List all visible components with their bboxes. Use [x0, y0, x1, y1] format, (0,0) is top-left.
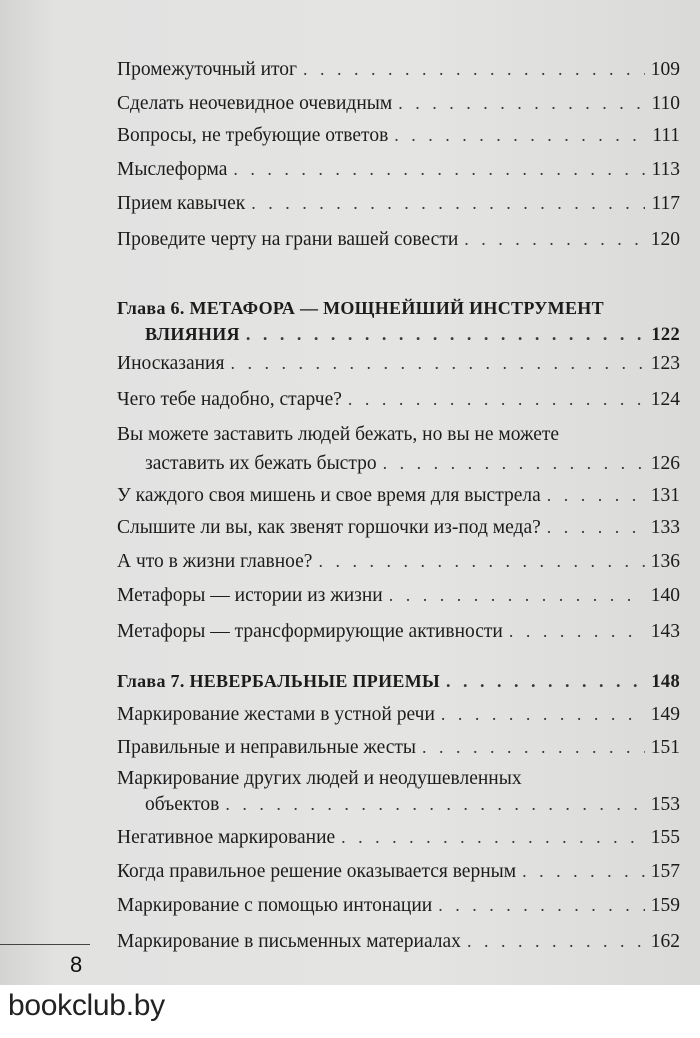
- toc-entry-title: Маркирование в письменных материалах: [117, 931, 461, 952]
- leader-dots: [438, 894, 645, 916]
- leader-dots: [547, 516, 645, 538]
- toc-entry-title: Слышите ли вы, как звенят горшочки из-под меда?: [117, 517, 541, 538]
- toc-entry: [117, 620, 680, 643]
- toc-entry: [117, 584, 680, 607]
- toc-entry: [117, 930, 680, 953]
- toc-entry-page: 136: [650, 551, 680, 572]
- chapter-heading: [117, 297, 680, 346]
- leader-dots: [398, 92, 645, 114]
- leader-dots: [441, 703, 645, 725]
- toc-entry-title: Маркирование жестами в устной речи: [117, 704, 435, 725]
- toc-entry-page: 111: [652, 125, 680, 146]
- toc-entry: [117, 388, 680, 411]
- toc-entry: [117, 736, 680, 759]
- leader-dots: [394, 124, 646, 146]
- toc-entry-page: 126: [650, 453, 680, 474]
- toc-entry: [117, 228, 680, 251]
- leader-dots: [230, 352, 644, 374]
- toc-entry-page: 124: [650, 389, 680, 410]
- leader-dots: [467, 930, 645, 952]
- toc-entry-title-line2: заставить их бежать быстро: [145, 453, 377, 474]
- chapter-page: 148: [651, 672, 680, 692]
- leader-dots: [422, 736, 645, 758]
- toc-entry: [117, 192, 680, 215]
- toc-entry-page: 151: [650, 737, 680, 758]
- toc-entry-title: Промежуточный итог: [117, 59, 298, 80]
- toc-entry: [117, 158, 680, 181]
- toc-entry-title: Сделать неочевидное очевидным: [117, 93, 393, 114]
- toc-entry-page: 162: [650, 931, 680, 952]
- toc-entry-title: Чего тебе надобно, старче?: [117, 389, 342, 410]
- toc-entry-title: У каждого своя мишень и свое время для выстрела: [117, 485, 541, 506]
- leader-dots: [318, 550, 644, 572]
- leader-dots: [547, 484, 645, 506]
- toc-entry: [117, 352, 680, 375]
- leader-dots: [383, 452, 645, 474]
- leader-dots: [464, 228, 644, 250]
- toc-entry-title: Иносказания: [117, 353, 225, 374]
- page-number-rule: [0, 944, 90, 945]
- leader-dots: [509, 620, 645, 642]
- toc-entry-title: Негативное маркирование: [117, 827, 336, 848]
- toc-entry-page: 131: [650, 485, 680, 506]
- watermark-text: bookclub.by: [8, 989, 165, 1022]
- toc-entry-title-line1: Маркирование других людей и неодушевленных: [117, 768, 522, 789]
- toc-entry: [117, 703, 680, 726]
- toc-entry-title: Проведите черту на грани вашей совести: [117, 229, 459, 250]
- toc-entry-title: Мыслеформа: [117, 159, 228, 180]
- toc-entry-title-line1: Вы можете заставить людей бежать, но вы не можете: [117, 424, 560, 445]
- toc-entry-page: 110: [651, 93, 680, 114]
- watermark-banner: [0, 985, 700, 1038]
- toc-entry-page: 140: [650, 585, 680, 606]
- leader-dots: [522, 860, 645, 882]
- chapter-heading: [117, 670, 680, 693]
- toc-entry-title: Вопросы, не требующие ответов: [117, 125, 389, 146]
- leader-dots: [303, 58, 645, 80]
- leader-dots: [225, 793, 644, 815]
- toc-entry: [117, 58, 680, 81]
- toc-entry-title: Метафоры — истории из жизни: [117, 585, 383, 606]
- chapter-title: Глава 7. НЕВЕРБАЛЬНЫЕ ПРИЕМЫ: [117, 671, 440, 691]
- toc-entry-page: 133: [650, 517, 680, 538]
- leader-dots: [246, 323, 646, 345]
- toc-entry-page: 157: [650, 861, 680, 882]
- toc-entry: [117, 826, 680, 849]
- chapter-title-line1: Глава 6. МЕТАФОРА — МОЩНЕЙШИЙ ИНСТРУМЕНТ: [117, 298, 604, 318]
- leader-dots: [348, 388, 645, 410]
- leader-dots: [341, 826, 645, 848]
- toc-entry: [117, 424, 680, 475]
- toc-entry-page: 113: [651, 159, 680, 180]
- toc-entry-page: 123: [650, 353, 680, 374]
- toc-entry-page: 153: [650, 794, 680, 815]
- toc-entry-page: 143: [650, 621, 680, 642]
- toc-entry-title: Маркирование с помощью интонации: [117, 895, 433, 916]
- toc-entry-page: 120: [650, 229, 680, 250]
- toc-entry-page: 159: [650, 895, 680, 916]
- toc-entry-title: Прием кавычек: [117, 193, 246, 214]
- toc-entry-page: 155: [650, 827, 680, 848]
- toc-entry-title: Правильные и неправильные жесты: [117, 737, 417, 758]
- leader-dots: [251, 192, 645, 214]
- toc-entry-title: Когда правильное решение оказывается верным: [117, 861, 517, 882]
- toc-entry: [117, 550, 680, 573]
- toc-entry: [117, 768, 680, 816]
- leader-dots: [446, 670, 645, 692]
- toc-entry: [117, 92, 680, 115]
- leader-dots: [233, 158, 645, 180]
- toc-entry-title-line2: объектов: [145, 794, 220, 815]
- toc-entry-title: Метафоры — трансформирующие активности: [117, 621, 503, 642]
- toc-entry-page: 149: [650, 704, 680, 725]
- leader-dots: [389, 584, 645, 606]
- toc-entry: [117, 860, 680, 883]
- toc-entry: [117, 484, 680, 507]
- toc-entry: [117, 516, 680, 539]
- toc-entry: [117, 894, 680, 917]
- toc-entry-page: 117: [651, 193, 680, 214]
- toc-entry-title: А что в жизни главное?: [117, 551, 313, 572]
- chapter-title-line2: ВЛИЯНИЯ: [145, 324, 240, 344]
- chapter-page: 122: [651, 325, 680, 345]
- toc-entry-page: 109: [650, 59, 680, 80]
- page-number: 8: [70, 952, 83, 977]
- toc-entry: [117, 124, 680, 147]
